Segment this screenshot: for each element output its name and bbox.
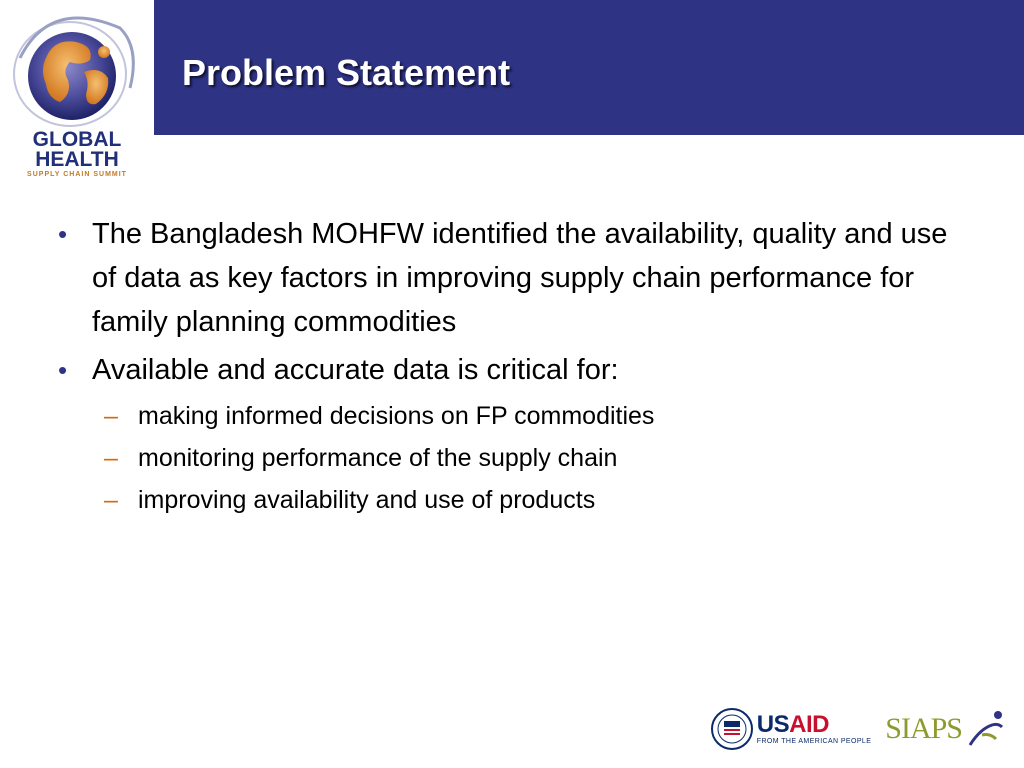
usaid-tagline: FROM THE AMERICAN PEOPLE	[756, 737, 872, 745]
siaps-logo: SIAPS	[885, 712, 962, 745]
bullet-marker: •	[58, 219, 68, 249]
sub-bullet-marker: –	[104, 444, 118, 472]
slide-title: Problem Statement	[182, 52, 511, 93]
footer-logos	[711, 704, 1006, 754]
global-health-wordmark	[16, 130, 138, 179]
usaid-seal-icon	[711, 708, 753, 750]
bullet-marker: •	[58, 355, 68, 385]
sub-bullet-item	[56, 400, 956, 432]
bullet-text: The Bangladesh MOHFW identified the availability, quality and use of data as key factors in improving supply chain performance for family planning commodities	[92, 218, 948, 338]
usaid-us: US	[756, 710, 790, 738]
bullet-item	[56, 212, 956, 344]
sub-bullet-text: improving availability and use of products	[138, 486, 596, 514]
sub-bullet-item	[56, 442, 956, 474]
sub-bullet-marker: –	[104, 486, 118, 514]
slide-content	[56, 212, 956, 526]
usaid-wordmark	[756, 710, 872, 738]
bullet-text: Available and accurate data is critical for:	[92, 354, 619, 386]
sub-bullet-text: monitoring performance of the supply chain	[138, 444, 618, 472]
sub-bullet-text: making informed decisions on FP commodities	[138, 402, 655, 430]
sub-bullet-marker: –	[104, 402, 118, 430]
sub-bullet-item	[56, 484, 956, 516]
bullet-item	[56, 348, 956, 392]
usaid-logo	[756, 710, 872, 746]
usaid-aid: AID	[789, 710, 829, 738]
siaps-figure-icon	[966, 709, 1006, 749]
logo-line-global: GLOBAL	[32, 128, 122, 151]
logo-line-health: HEALTH	[35, 148, 119, 171]
logo-line-summit: SUPPLY CHAIN SUMMIT	[27, 171, 127, 178]
global-health-globe-icon	[10, 8, 146, 132]
